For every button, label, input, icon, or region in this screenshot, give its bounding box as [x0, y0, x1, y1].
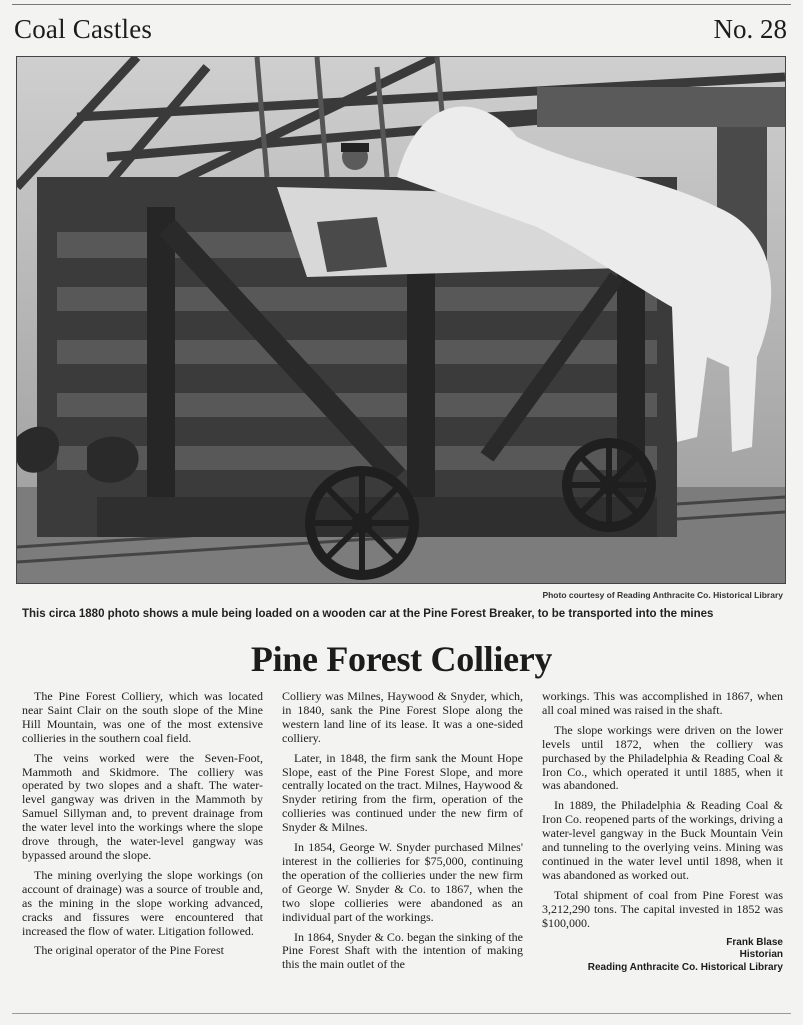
- author-role: Historian: [739, 949, 783, 960]
- paragraph: The mining overlying the slope workings (on account of drainage) was a source of trouble and, as the mining in the slope working advanced, cracks and fissures were encountered that increased the flow of water. Litigation followed.: [22, 867, 263, 938]
- paragraph: The veins worked were the Seven-Foot, Mammoth and Skidmore. The colliery was operated by two slopes and a shaft. The water-level gangway was driven in the Mammoth by Samuel Sillyman and, to prevent drainage from the water level into the workings where the slope drove through, the water-level gangway was bypassed around the slope.: [22, 750, 263, 862]
- series-title: Coal Castles: [14, 14, 153, 44]
- paragraph: Later, in 1848, the firm sank the Mount Hope Slope, east of the Pine Forest Slope, and more centrally located on the tract. Milnes, Haywood & Snyder retiring from the firm, operation of the collieries was continued under the new firm of Snyder & Milnes.: [282, 750, 523, 835]
- column-header: [14, 14, 787, 54]
- paragraph: The slope workings were driven on the lower levels until 1872, when the colliery was purchased by the Philadelphia & Reading Coal & Iron Co., which operated it until 1885, when it was abandoned.: [542, 722, 783, 793]
- paragraph: workings. This was accomplished in 1867, when all coal mined was raised in the shaft.: [542, 689, 783, 717]
- author-organization: Reading Anthracite Co. Historical Library: [587, 961, 783, 973]
- paragraph: The Pine Forest Colliery, which was located near Saint Clair on the south slope of the Mine Hill Mountain, was one of the most extensive collieries in the southern coal field.: [22, 689, 263, 745]
- paragraph: In 1864, Snyder & Co. began the sinking of the Pine Forest Shaft with the intention of making this the main outlet of the: [282, 929, 523, 972]
- paragraph: In 1889, the Philadelphia & Reading Coal & Iron Co. reopened parts of the workings, driving a water-level gangway in the Buck Mountain Vein and tunneling to the overlying veins. Mining was continued in the water level until 1898, when it was abandoned as worked out.: [542, 798, 783, 882]
- author-signature: [542, 937, 783, 975]
- mine-car-mule-photo: [17, 57, 785, 583]
- paragraph: Colliery was Milnes, Haywood & Snyder, which, in 1840, sank the Pine Forest Slope along the western land line of its lease. It was a one-sided colliery.: [282, 689, 523, 745]
- photo-credit: Photo courtesy of Reading Anthracite Co. Historical Library: [542, 590, 783, 600]
- historical-photo: [16, 56, 786, 584]
- article-headline: Pine Forest Colliery: [250, 639, 553, 679]
- article-column-1: [22, 690, 263, 964]
- paragraph: In 1854, George W. Snyder purchased Milnes' interest in the collieries for $75,000, continuing the operation of the collieries under the new firm of George W. Snyder & Co. to 1867, when the two slope collieries were abandoned as an individual part of the workings.: [282, 840, 523, 924]
- paragraph: Total shipment of coal from Pine Forest was 3,212,290 tons. The capital invested in 1852 was $100,000.: [542, 887, 783, 930]
- author-name: Frank Blase: [726, 936, 783, 948]
- issue-number: No. 28: [713, 14, 787, 44]
- bottom-rule: [12, 1013, 791, 1014]
- article-column-2: [282, 690, 523, 978]
- paragraph: The original operator of the Pine Forest: [34, 943, 224, 958]
- article-column-3: [542, 690, 783, 974]
- photo-caption: This circa 1880 photo shows a mule being loaded on a wooden car at the Pine Forest Breaker, to be transported into the mines: [22, 608, 714, 620]
- top-rule: [12, 4, 791, 5]
- article-body: [22, 690, 792, 1000]
